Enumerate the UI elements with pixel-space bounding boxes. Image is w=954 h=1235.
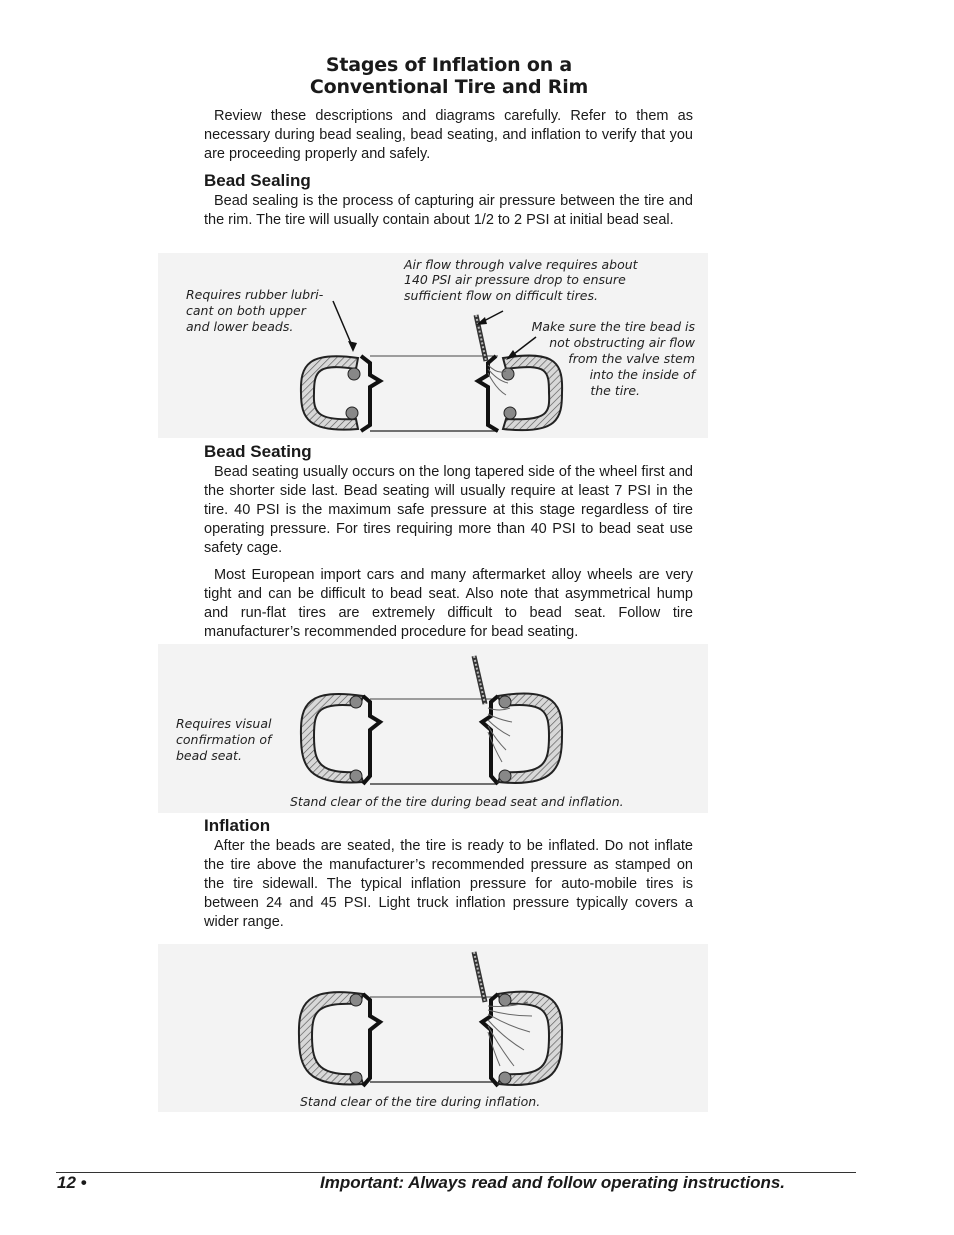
lubricant-label-2: cant on both upper: [186, 303, 306, 318]
obstruct-label-4: into the inside of: [589, 367, 695, 382]
intro-paragraph: Review these descriptions and diagrams carefully. Refer to them as necessary during bead sealing, bead seating, and inflation to verify that you are proceeding properly and safely.: [204, 108, 693, 162]
visual-label-2: confirmation of: [176, 732, 272, 747]
obstruct-label-3: from the valve stem: [568, 351, 695, 366]
obstruct-label-2: not obstructing air flow: [549, 335, 695, 350]
inflation-caption: Stand clear of the tire during inflation.: [300, 1094, 541, 1109]
bead-seating-caption: Stand clear of the tire during bead seat and inflation.: [290, 794, 624, 809]
inflation-figure: [158, 944, 708, 1112]
obstruct-label-1: Make sure the tire bead is: [531, 319, 695, 334]
bead-sealing-heading: Bead Sealing: [204, 171, 311, 190]
airflow-label-3: sufficient flow on difficult tires.: [404, 288, 598, 303]
inflation-paragraph: After the beads are seated, the tire is ready to be inflated. Do not inflate the tire above the manufacturer’s recommended pressure as stamped on the tire sidewall. The typical inflation pressure for auto-mobile tires is between 24 and 45 PSI. Light truck inflation pressure typically covers a wider range.: [204, 838, 693, 930]
obstruct-label-5: the tire.: [590, 383, 640, 398]
bead-sealing-paragraph: Bead sealing is the process of capturing air pressure between the tire and the rim. The tire will usually contain about 1/2 to 2 PSI at initial bead seal.: [204, 193, 693, 228]
bead-seating-figure: [158, 644, 708, 813]
visual-label-1: Requires visual: [176, 716, 272, 731]
title-line-1: Stages of Inflation on a: [325, 54, 573, 76]
bead-seating-paragraph-2: Most European import cars and many aftermarket alloy wheels are very tight and can be difficult to bead seat. Also note that asymmetrical hump and run-flat tires are extremely difficult to bead seat. Follow tire manufacturer’s recommended procedure for bead seating.: [204, 567, 693, 640]
lubricant-label-3: and lower beads.: [186, 319, 294, 334]
lubricant-label-1: Requires rubber lubri-: [186, 287, 324, 302]
bead-seating-paragraph-1: Bead seating usually occurs on the long tapered side of the wheel first and the shorter side last. Bead seating will usually require at least 7 PSI in the tire. 40 PSI is the maximum safe pressure at this stage regardless of tire operating pressure. For tires requiring more than 40 PSI to bead seat use safety cage.: [204, 464, 693, 556]
title-line-2: Conventional Tire and Rim: [309, 76, 589, 98]
airflow-label-1: Air flow through valve requires about: [404, 257, 638, 272]
footer-note: Important: Always read and follow operating instructions.: [320, 1173, 786, 1192]
airflow-label-2: 140 PSI air pressure drop to ensure: [404, 272, 626, 287]
page-title: [204, 54, 694, 98]
page-number: 12 •: [57, 1173, 87, 1192]
bead-sealing-figure: [158, 253, 708, 438]
visual-label-3: bead seat.: [176, 748, 242, 763]
inflation-heading: Inflation: [204, 816, 271, 835]
bead-seating-heading: Bead Seating: [204, 442, 312, 461]
